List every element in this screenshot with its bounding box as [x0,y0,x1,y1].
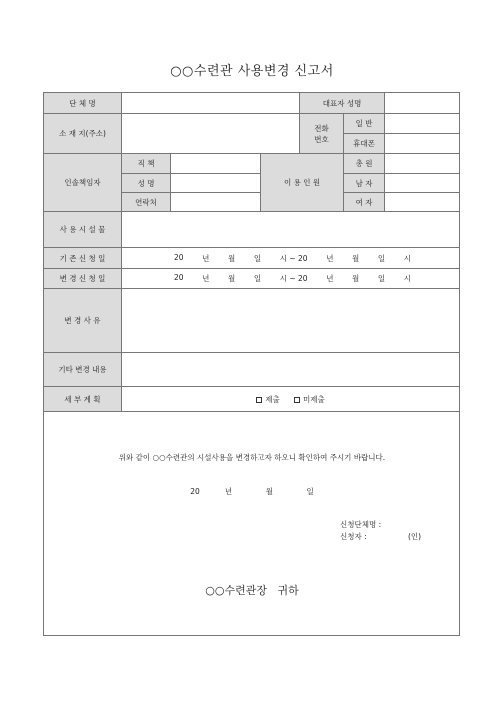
sign-date-part: 20 [190,487,200,496]
other-label: 기타 변경 내용 [44,353,122,387]
representative-label: 대표자 성명 [300,93,385,114]
sign-date-part: 월 [265,487,273,496]
date-part: 일 [377,274,386,283]
existing-date-line [122,253,459,264]
sign-date [44,486,460,497]
declaration-section [44,412,460,636]
not-submitted-label: 미제출 [303,394,325,404]
name-field[interactable] [171,174,261,193]
group-name-field[interactable] [122,93,300,114]
date-part: 년 [202,274,210,283]
female-label: 여 자 [344,193,385,212]
female-field[interactable] [385,193,460,212]
reason-label: 변 경 사 유 [44,289,122,353]
phone-general-label: 일 반 [344,114,385,134]
position-label: 직 책 [122,154,171,174]
sign-date-part: 년 [224,487,233,496]
date-part: 일 [377,253,386,263]
submitted-checkbox[interactable] [256,397,262,403]
applicant-group-label: 신청단체명 : [340,520,382,529]
facility-label: 사 용 시 설 물 [44,212,122,248]
document-title: ○○수련관 사용변경 신고서 [170,64,334,79]
users-label: 이 용 인 원 [261,154,344,212]
total-label: 총 원 [344,154,385,174]
plan-field [122,387,460,412]
address-field[interactable] [122,114,300,154]
existing-date-label: 기 존 신 청 일 [44,248,122,269]
contact-label: 연락처 [122,193,171,212]
total-field[interactable] [385,154,460,174]
existing-date-field[interactable] [122,248,460,269]
leader-label: 인솔책임자 [44,154,122,212]
date-part: 월 [228,274,236,283]
phone-general-field[interactable] [385,114,460,134]
application-form [43,92,460,636]
seal-label: (인) [408,532,422,541]
date-part: 월 [352,274,360,283]
phone-mobile-label: 휴대폰 [344,134,385,154]
date-part: 년 [326,274,334,283]
representative-field[interactable] [385,93,460,114]
date-part: 일 [253,253,262,263]
reason-field[interactable] [122,289,460,353]
declaration-text: 위와 같이 ○○수련관의 시설사용을 변경하고자 하오니 확인하여 주시기 바랍니다. [118,453,386,462]
change-date-line [122,273,459,284]
contact-field[interactable] [171,193,261,212]
date-part: 20 [174,252,184,262]
change-date-field[interactable] [122,269,460,289]
phone-label: 전화 번호 [300,114,344,154]
date-part: 월 [352,253,360,263]
date-part: 시 [403,274,412,283]
position-field[interactable] [171,154,261,174]
date-part: 시 ~ 20 [279,274,308,283]
addressee: ○○수련관장 귀하 [205,584,299,597]
address-label: 소 재 지(주소) [44,114,122,154]
date-part: 년 [202,253,210,263]
group-name-label: 단 체 명 [44,93,122,114]
date-part: 시 ~ 20 [279,253,308,263]
name-label: 성 명 [122,174,171,193]
other-field[interactable] [122,353,460,387]
date-part: 20 [174,273,184,282]
sign-date-part: 일 [306,487,314,496]
date-part: 월 [228,253,236,263]
date-part: 시 [403,253,412,263]
applicant-label: 신청자 : [340,532,367,541]
date-part: 년 [326,253,334,263]
submitted-label: 제출 [265,394,280,404]
phone-mobile-field[interactable] [385,134,460,154]
male-field[interactable] [385,174,460,193]
date-part: 일 [253,274,262,283]
plan-label: 세 부 계 획 [44,387,122,412]
facility-field[interactable] [122,212,460,248]
male-label: 남 자 [344,174,385,193]
change-date-label: 변 경 신 청 일 [44,269,122,289]
not-submitted-checkbox[interactable] [294,397,300,403]
